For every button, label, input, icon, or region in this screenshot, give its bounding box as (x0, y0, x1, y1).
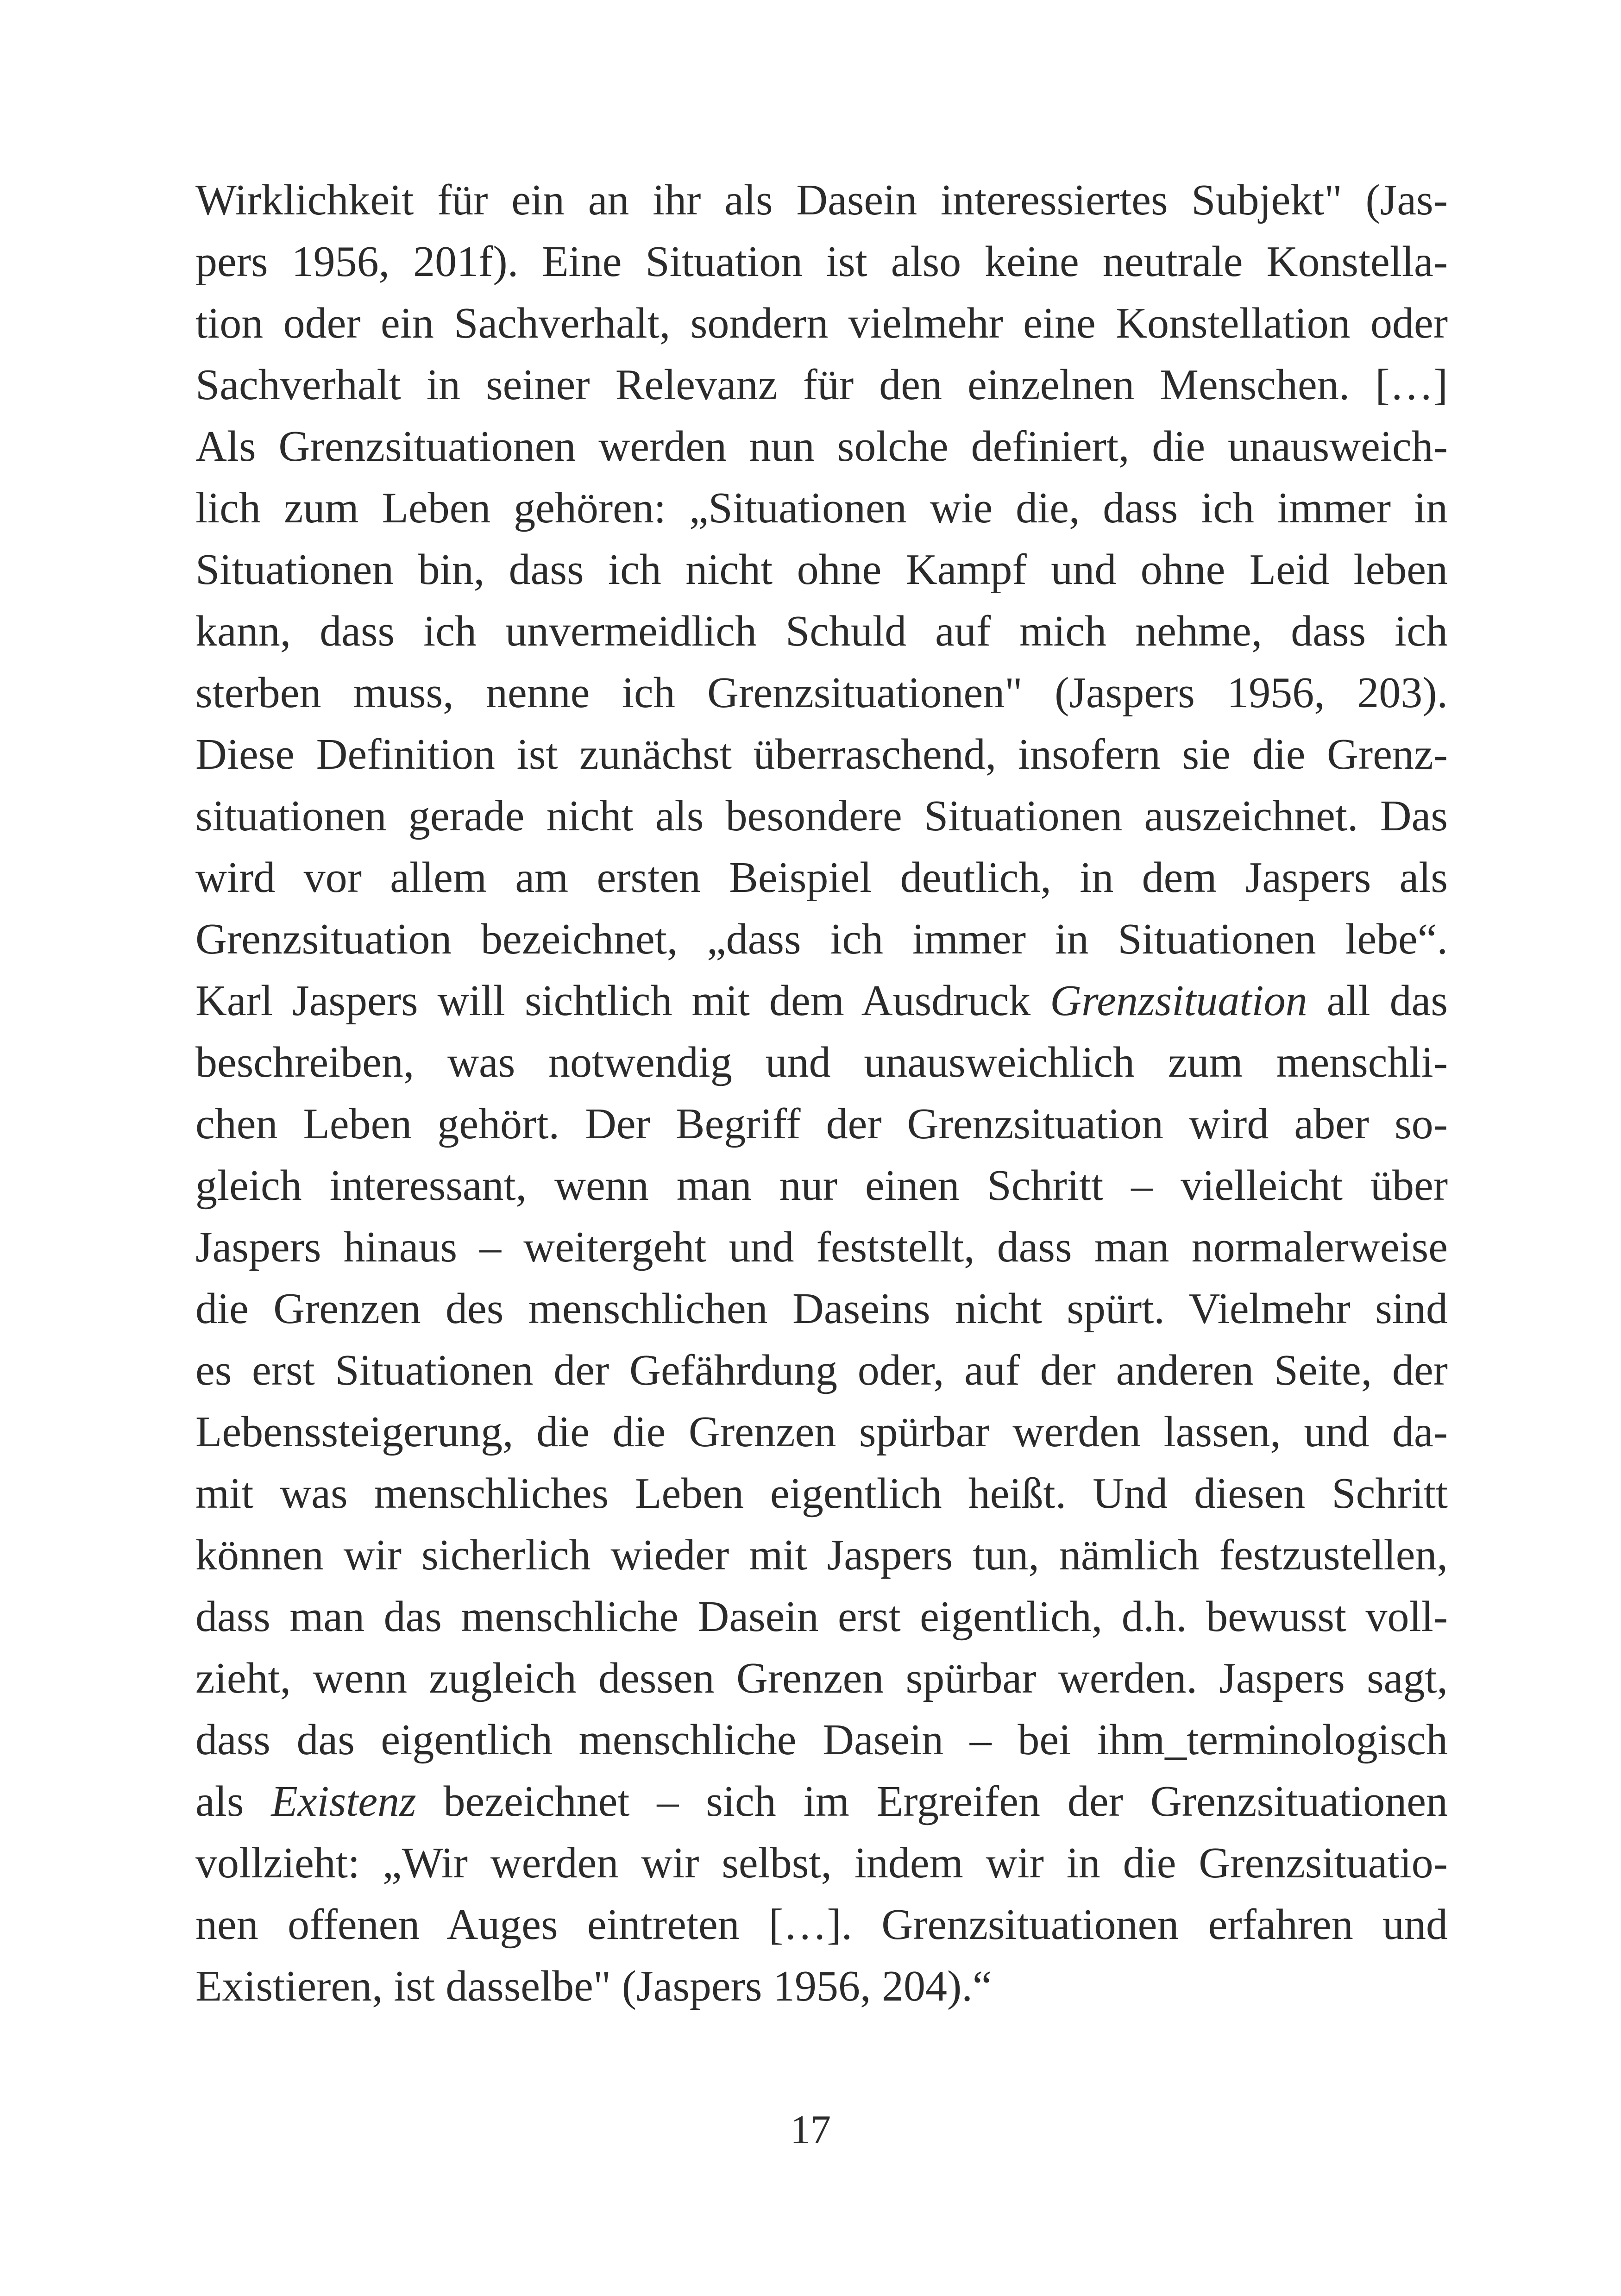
text-line: pers 1956, 201f). Eine Situation ist also keine neutrale Konstella- (195, 238, 1448, 286)
text-line: Sachverhalt in seiner Relevanz für den einzelnen Menschen. […] (195, 361, 1448, 409)
text-line (195, 1771, 1448, 1832)
text-line: Grenzsituation bezeichnet, „dass ich immer in Situationen lebe“. (195, 915, 1448, 963)
text-line: vollzieht: „Wir werden wir selbst, indem wir in die Grenzsituatio- (195, 1839, 1448, 1887)
emphasized-term: Grenzsituation (1050, 977, 1307, 1025)
text-line: tion oder ein Sachverhalt, sondern vielmehr eine Konstellation oder (195, 299, 1448, 347)
text-line: Als Grenzsituationen werden nun solche definiert, die unausweich- (195, 422, 1448, 470)
text-line: die Grenzen des menschlichen Daseins nicht spürt. Vielmehr sind (195, 1285, 1448, 1333)
text-line: zieht, wenn zugleich dessen Grenzen spürbar werden. Jaspers sagt, (195, 1654, 1448, 1702)
text-segment: bezeichnet – sich im Ergreifen der Grenzsituationen (416, 1777, 1448, 1826)
text-line (195, 970, 1448, 1032)
page-number: 17 (790, 2108, 831, 2152)
text-line: wird vor allem am ersten Beispiel deutlich, in dem Jaspers als (195, 853, 1448, 902)
text-line: Lebenssteigerung, die die Grenzen spürbar werden lassen, und da- (195, 1408, 1448, 1456)
text-line: kann, dass ich unvermeidlich Schuld auf mich nehme, dass ich (195, 607, 1448, 655)
text-line: Situationen bin, dass ich nicht ohne Kampf und ohne Leid leben (195, 546, 1448, 594)
text-line: dass man das menschliche Dasein erst eigentlich, d.h. bewusst voll- (195, 1593, 1448, 1641)
text-line: es erst Situationen der Gefährdung oder, auf der anderen Seite, der (195, 1346, 1448, 1394)
text-line: nen offenen Auges eintreten […]. Grenzsituationen erfahren und (195, 1901, 1448, 1949)
text-segment: all das (1307, 977, 1448, 1025)
text-line: Jaspers hinaus – weitergeht und feststellt, dass man normalerweise (195, 1223, 1448, 1271)
text-line: sterben muss, nenne ich Grenzsituationen" (Jaspers 1956, 203). (195, 669, 1448, 717)
text-segment: als (195, 1777, 271, 1826)
text-line: lich zum Leben gehören: „Situationen wie die, dass ich immer in (195, 484, 1448, 532)
text-line: Existieren, ist dasselbe" (Jaspers 1956, 204).“ (195, 1962, 992, 2010)
body-text (195, 169, 1448, 2017)
text-segment: Karl Jaspers will sichtlich mit dem Ausdruck (195, 977, 1050, 1025)
text-line: Diese Definition ist zunächst überraschend, insofern sie die Grenz- (195, 730, 1448, 778)
text-line: beschreiben, was notwendig und unausweichlich zum menschli- (195, 1038, 1448, 1086)
text-line: können wir sicherlich wieder mit Jaspers tun, nämlich festzustellen, (195, 1531, 1448, 1579)
text-line: chen Leben gehört. Der Begriff der Grenzsituation wird aber so- (195, 1100, 1448, 1148)
text-line: Wirklichkeit für ein an ihr als Dasein interessiertes Subjekt" (Jas- (195, 176, 1448, 224)
text-line: dass das eigentlich menschliche Dasein – bei ihm_terminologisch (195, 1716, 1448, 1764)
text-line: situationen gerade nicht als besondere Situationen auszeichnet. Das (195, 792, 1448, 840)
text-line: mit was menschliches Leben eigentlich heißt. Und diesen Schritt (195, 1469, 1448, 1518)
text-line: gleich interessant, wenn man nur einen Schritt – vielleicht über (195, 1161, 1448, 1210)
emphasized-term: Existenz (271, 1777, 416, 1826)
